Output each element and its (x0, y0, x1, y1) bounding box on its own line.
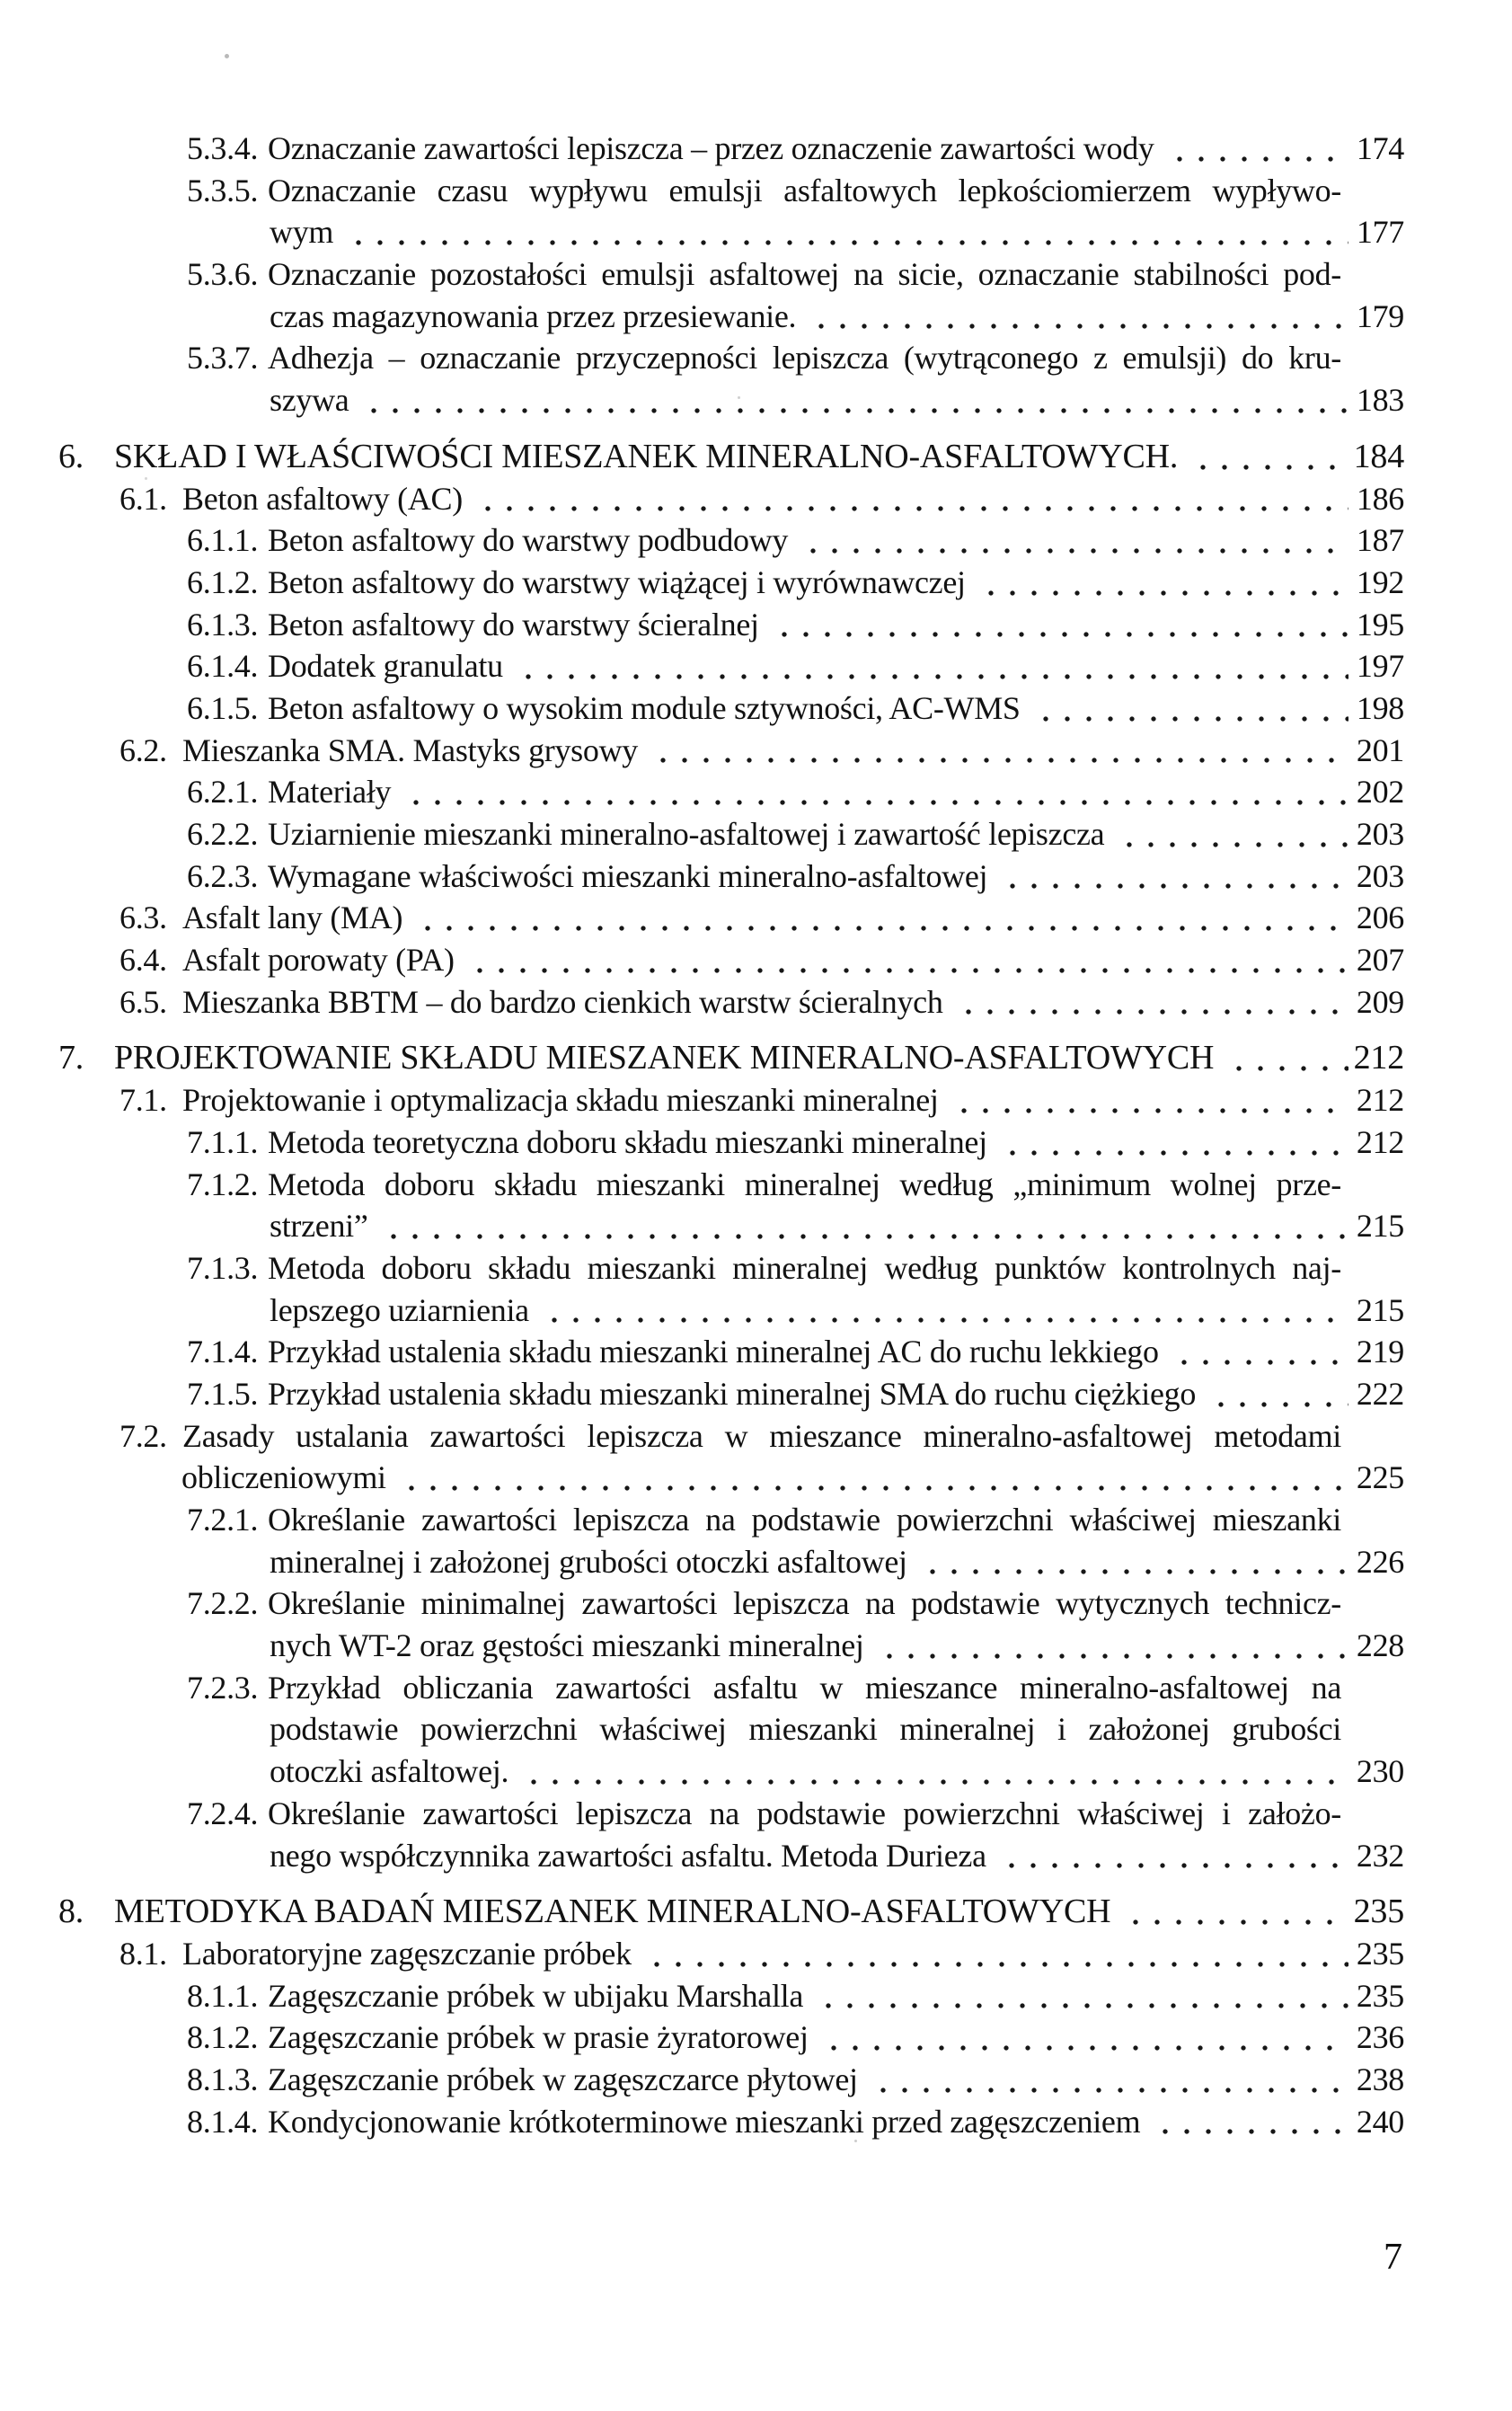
dot-leader (512, 645, 1348, 687)
toc-entry-number: 8.1.4. (187, 2103, 259, 2140)
toc-line (58, 1457, 1404, 1499)
dot-leader (517, 1751, 1348, 1793)
toc-page-number: 183 (1356, 382, 1404, 419)
dot-leader (818, 2017, 1348, 2059)
toc-page-number: 174 (1356, 130, 1404, 166)
toc-entry-title: otoczki asfaltowej. (270, 1753, 509, 1790)
dot-leader (641, 1933, 1348, 1975)
toc-entry-title: SKŁAD I WŁAŚCIWOŚCI MIESZANEK MINERALNO-ASFALTOWYCH. (114, 437, 1179, 475)
toc-line (58, 1708, 1404, 1751)
toc-entry-title: Określanie zawartości lepiszcza na podstawie powierzchni właściwej i założo- (268, 1795, 1341, 1831)
toc-page-number: 228 (1356, 1627, 1404, 1664)
toc-page-number: 226 (1356, 1543, 1404, 1580)
toc-line (58, 604, 1404, 646)
toc-line (58, 1975, 1404, 2017)
toc-entry-title: mineralnej i założonej grubości otoczki asfaltowej (270, 1543, 907, 1580)
toc-entry-title: wym (270, 214, 334, 251)
toc-line (58, 981, 1404, 1024)
toc-entry-title: Beton asfaltowy do warstwy ścieralnej (268, 606, 759, 643)
toc-entry-title: Laboratoryjne zagęszczanie próbek (182, 1935, 632, 1972)
toc-page-number: 225 (1356, 1459, 1404, 1496)
toc-entry-title: szywa (270, 382, 349, 419)
dot-leader (538, 1290, 1348, 1332)
toc-page-number: 192 (1356, 563, 1404, 600)
toc-entry-number: 5.3.7. (187, 340, 259, 377)
toc-page-number: 222 (1356, 1375, 1404, 1412)
toc-entry-title: Zasady ustalania zawartości lepiszcza w mieszance mineralno-asfaltowej metodami (182, 1417, 1341, 1454)
toc-entry-title: Metoda doboru składu mieszanki mineralnej według „minimum wolnej prze- (268, 1166, 1341, 1202)
toc-line (58, 813, 1404, 855)
toc-line (58, 1290, 1404, 1332)
dot-leader (1205, 1373, 1348, 1415)
toc-entry-title: PROJEKTOWANIE SKŁADU MIESZANEK MINERALNO-ASFALTOWYCH (114, 1039, 1215, 1077)
toc-entry-title: Wymagane właściwości mieszanki mineralno-asfaltowej (268, 857, 988, 894)
toc-line (58, 771, 1404, 813)
toc-line (58, 645, 1404, 687)
toc-entry-title: Określanie zawartości lepiszcza na podstawie powierzchni właściwej mieszanki (268, 1502, 1341, 1538)
toc-line (58, 337, 1404, 379)
toc-page-number: 235 (1353, 1892, 1404, 1931)
dot-leader (995, 1835, 1348, 1877)
toc-entry-number: 8. (58, 1892, 84, 1931)
toc-entry-title: Mieszanka SMA. Mastyks grysowy (182, 731, 638, 768)
toc-entry-number: 6.2. (119, 731, 167, 768)
toc-entry-number: 7. (58, 1039, 84, 1077)
toc-entry-title: Przykład ustalenia składu mieszanki mineralnej AC do ruchu lekkiego (268, 1334, 1159, 1370)
toc-entry-title: Adhezja – oznaczanie przyczepności lepiszcza (wytrąconego z emulsji) do kru- (268, 340, 1341, 377)
toc-line (58, 1625, 1404, 1667)
toc-line (58, 1164, 1404, 1206)
toc-entry-number: 6.1.3. (187, 606, 259, 643)
toc-entry-number: 6.1.5. (187, 689, 259, 726)
toc-entry-title: Określanie minimalnej zawartości lepiszcza na podstawie wytycznych technicz- (268, 1585, 1341, 1622)
toc-entry-number: 7.2.1. (187, 1502, 259, 1538)
toc-entry-number: 6.2.2. (187, 816, 259, 852)
toc-entry-title: Zagęszczanie próbek w zagęszczarce płytowej (268, 2061, 858, 2097)
toc-entry-title: Materiały (268, 774, 392, 811)
toc-page-number: 203 (1356, 816, 1404, 852)
dot-leader (411, 897, 1348, 939)
toc-page-number: 197 (1356, 648, 1404, 685)
toc-entry-number: 5.3.4. (187, 130, 259, 166)
toc-line (58, 2017, 1404, 2059)
toc-entry-title: Przykład obliczania zawartości asfaltu w mieszance mineralno-asfaltowej na (268, 1669, 1341, 1706)
toc-line (58, 1415, 1404, 1458)
toc-page-number: 179 (1356, 297, 1404, 334)
dot-leader (996, 1121, 1348, 1164)
toc-entry-number: 7.1.1. (187, 1123, 259, 1160)
toc-line (58, 1205, 1404, 1247)
toc-line (58, 253, 1404, 296)
toc-entry-number: 6.3. (119, 900, 167, 936)
toc-page-number: 235 (1356, 1935, 1404, 1972)
dot-leader (1168, 1331, 1348, 1373)
toc-line (58, 1751, 1404, 1793)
table-of-contents (58, 128, 1404, 2142)
dot-leader (768, 604, 1348, 646)
toc-page-number: 198 (1356, 689, 1404, 726)
dot-leader (867, 2059, 1348, 2101)
dot-leader (916, 1541, 1348, 1583)
toc-line (58, 170, 1404, 212)
toc-page-number: 240 (1356, 2103, 1404, 2140)
dot-leader (1149, 2101, 1348, 2143)
dot-leader (797, 519, 1348, 562)
toc-entry-title: Beton asfaltowy do warstwy podbudowy (268, 522, 789, 559)
toc-entry-number: 6.1.1. (187, 522, 259, 559)
toc-line (58, 1667, 1404, 1709)
toc-page-number: 230 (1356, 1753, 1404, 1790)
toc-entry-number: 6.2.3. (187, 857, 259, 894)
toc-page-number: 212 (1353, 1039, 1404, 1077)
dot-leader (996, 855, 1348, 898)
toc-line (58, 939, 1404, 981)
toc-line (58, 730, 1404, 772)
toc-line (58, 128, 1404, 170)
toc-page-number: 236 (1356, 2019, 1404, 2056)
toc-entry-title: Beton asfaltowy o wysokim module sztywności, AC-WMS (268, 689, 1021, 726)
toc-entry-title: nego współczynnika zawartości asfaltu. Metoda Durieza (270, 1837, 986, 1874)
toc-entry-number: 6.1.2. (187, 563, 259, 600)
toc-line (58, 211, 1404, 253)
toc-entry-title: lepszego uziarnienia (270, 1291, 529, 1328)
toc-entry-title: Oznaczanie pozostałości emulsji asfaltowej na sicie, oznaczanie stabilności pod- (268, 256, 1341, 293)
toc-entry-title: Dodatek granulatu (268, 648, 503, 685)
toc-page-number: 232 (1356, 1837, 1404, 1874)
toc-entry-number: 6. (58, 437, 84, 475)
toc-line (58, 296, 1404, 338)
toc-line (58, 519, 1404, 562)
toc-line (58, 1891, 1404, 1933)
toc-entry-title: strzeni” (270, 1208, 368, 1245)
toc-line (58, 1079, 1404, 1121)
dot-leader (975, 562, 1348, 604)
toc-entry-title: Mieszanka BBTM – do bardzo cienkich warstw ścieralnych (182, 983, 943, 1020)
toc-entry-number: 7.2. (119, 1417, 167, 1454)
toc-entry-number: 7.2.3. (187, 1669, 259, 1706)
toc-entry-title: Przykład ustalenia składu mieszanki mineralnej SMA do ruchu ciężkiego (268, 1375, 1197, 1412)
toc-entry-title: obliczeniowymi (181, 1459, 386, 1496)
toc-page-number: 186 (1356, 480, 1404, 517)
toc-entry-title: podstawie powierzchni właściwej mieszanki mineralnej i założonej grubości (270, 1711, 1341, 1748)
dot-leader (1119, 1891, 1348, 1933)
toc-line (58, 1499, 1404, 1541)
toc-line (58, 1933, 1404, 1975)
dot-leader (1113, 813, 1348, 855)
toc-line (58, 1541, 1404, 1583)
toc-entry-title: Zagęszczanie próbek w ubijaku Marshalla (268, 1977, 804, 2014)
dot-leader (1187, 436, 1348, 478)
dot-leader (472, 478, 1348, 520)
page-number: 7 (1384, 2237, 1402, 2278)
toc-entry-title: Oznaczanie zawartości lepiszcza – przez oznaczenie zawartości wody (268, 130, 1154, 166)
toc-line (58, 436, 1404, 478)
toc-line (58, 1247, 1404, 1290)
dot-leader (377, 1205, 1348, 1247)
dot-leader (952, 981, 1348, 1024)
toc-page-number: 203 (1356, 857, 1404, 894)
toc-entry-number: 7.1.4. (187, 1334, 259, 1370)
dot-leader (812, 1975, 1348, 2017)
dot-leader (647, 730, 1348, 772)
toc-entry-number: 7.2.4. (187, 1795, 259, 1831)
toc-entry-title: Kondycjonowanie krótkoterminowe mieszanki przed zagęszczeniem (268, 2103, 1141, 2140)
toc-page-number: 212 (1356, 1123, 1404, 1160)
toc-entry-number: 6.2.1. (187, 774, 259, 811)
toc-page-number: 209 (1356, 983, 1404, 1020)
toc-line (58, 1793, 1404, 1835)
toc-line (58, 1373, 1404, 1415)
toc-line (58, 562, 1404, 604)
toc-entry-title: Asfalt porowaty (PA) (182, 942, 455, 979)
toc-line (58, 2059, 1404, 2101)
toc-page-number: 202 (1356, 774, 1404, 811)
toc-page-number: 201 (1356, 731, 1404, 768)
toc-entry-number: 6.4. (119, 942, 167, 979)
toc-page-number: 207 (1356, 942, 1404, 979)
toc-entry-title: Oznaczanie czasu wypływu emulsji asfaltowych lepkościomierzem wypływo- (268, 172, 1341, 208)
dot-leader (342, 211, 1348, 253)
toc-entry-title: Beton asfaltowy do warstwy wiążącej i wyrównawczej (268, 563, 966, 600)
dot-leader (358, 379, 1348, 421)
toc-line (58, 478, 1404, 520)
toc-entry-number: 7.1.2. (187, 1166, 259, 1202)
toc-entry-title: Metoda doboru składu mieszanki mineralnej według punktów kontrolnych naj- (268, 1249, 1341, 1286)
toc-entry-number: 5.3.6. (187, 256, 259, 293)
dot-leader (464, 939, 1348, 981)
toc-line (58, 2101, 1404, 2143)
toc-page-number: 187 (1356, 522, 1404, 559)
dot-leader (395, 1457, 1348, 1499)
toc-page-number: 215 (1356, 1291, 1404, 1328)
toc-entry-number: 8.1.1. (187, 1977, 259, 2014)
toc-entry-number: 7.2.2. (187, 1585, 259, 1622)
toc-entry-title: METODYKA BADAŃ MIESZANEK MINERALNO-ASFALTOWYCH (114, 1892, 1111, 1931)
toc-entry-title: Zagęszczanie próbek w prasie żyratorowej (268, 2019, 809, 2056)
toc-entry-title: nych WT-2 oraz gęstości mieszanki mineralnej (270, 1627, 864, 1664)
toc-entry-number: 8.1.3. (187, 2061, 259, 2097)
toc-entry-number: 7.1.3. (187, 1249, 259, 1286)
toc-line (58, 897, 1404, 939)
toc-entry-number: 7.1. (119, 1082, 167, 1119)
toc-line (58, 1037, 1404, 1079)
toc-entry-number: 6.1.4. (187, 648, 259, 685)
toc-entry-title: Asfalt lany (MA) (182, 900, 403, 936)
toc-page-number: 212 (1356, 1082, 1404, 1119)
toc-line (58, 379, 1404, 421)
dot-leader (873, 1625, 1348, 1667)
toc-line (58, 1582, 1404, 1625)
toc-entry-number: 6.1. (119, 480, 167, 517)
toc-entry-number: 5.3.5. (187, 172, 259, 208)
dot-leader (1030, 687, 1348, 730)
toc-page-number: 195 (1356, 606, 1404, 643)
toc-line (58, 1121, 1404, 1164)
dot-leader (1163, 128, 1348, 170)
dot-leader (400, 771, 1348, 813)
toc-page-number: 206 (1356, 900, 1404, 936)
dot-leader (805, 296, 1348, 338)
dot-leader (1223, 1037, 1348, 1079)
dot-leader (948, 1079, 1348, 1121)
toc-page-number: 177 (1356, 214, 1404, 251)
toc-page-number: 235 (1356, 1977, 1404, 2014)
toc-line (58, 687, 1404, 730)
toc-page-number: 184 (1353, 437, 1404, 475)
toc-page-number: 219 (1356, 1334, 1404, 1370)
toc-page-number: 238 (1356, 2061, 1404, 2097)
toc-page-number: 215 (1356, 1208, 1404, 1245)
toc-entry-title: Projektowanie i optymalizacja składu mieszanki mineralnej (182, 1082, 939, 1119)
toc-entry-title: Beton asfaltowy (AC) (182, 480, 463, 517)
toc-line (58, 1835, 1404, 1877)
toc-entry-title: Metoda teoretyczna doboru składu mieszanki mineralnej (268, 1123, 987, 1160)
toc-entry-number: 7.1.5. (187, 1375, 259, 1412)
toc-entry-number: 6.5. (119, 983, 167, 1020)
toc-entry-number: 8.1. (119, 1935, 167, 1972)
toc-entry-title: czas magazynowania przez przesiewanie. (270, 297, 797, 334)
toc-entry-title: Uziarnienie mieszanki mineralno-asfaltowej i zawartość lepiszcza (268, 816, 1105, 852)
toc-line (58, 855, 1404, 898)
toc-entry-number: 8.1.2. (187, 2019, 259, 2056)
toc-line (58, 1331, 1404, 1373)
